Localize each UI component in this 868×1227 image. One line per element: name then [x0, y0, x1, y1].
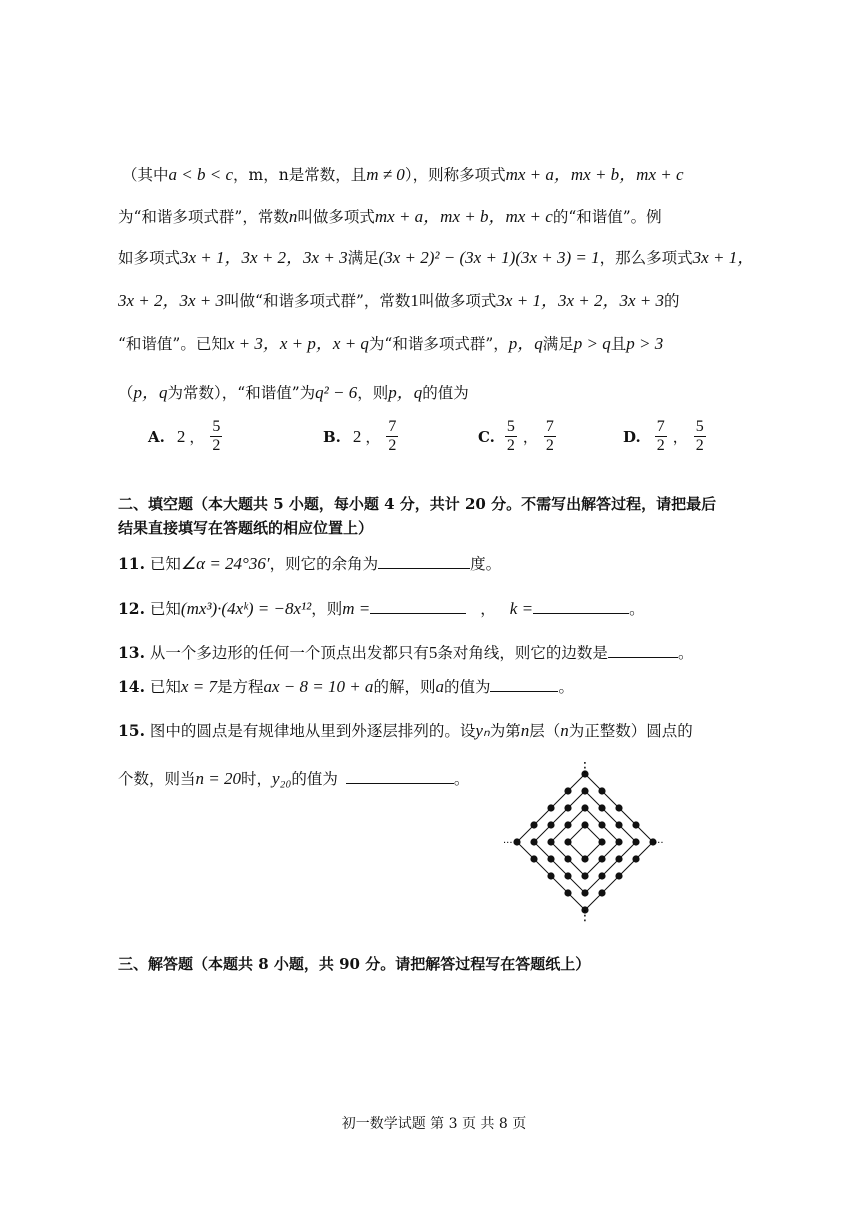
q10-line-1: （其中a < b < c，m，n是常数，且m ≠ 0），则称多项式mx + a，mx + b，mx + c: [122, 165, 684, 184]
dot: [598, 838, 605, 845]
dot: [564, 855, 571, 862]
dot: [581, 872, 588, 879]
dot: [564, 889, 571, 896]
option-c: C. $\frac{5}{2}$ ， $\frac{7}{2}$: [478, 418, 554, 454]
dot: [598, 787, 605, 794]
dot: [547, 872, 554, 879]
option-a: A. 2 ， $\frac{5}{2}$: [148, 418, 221, 454]
bottom-ellipsis: ⋮: [578, 908, 592, 924]
page-footer: 初一数学试题 第 3 页 共 8 页: [341, 1116, 527, 1132]
section-2-title-cont: 结果直接填写在答题纸的相应位置上）: [118, 519, 374, 537]
fraction: $\frac{5}{2}$: [506, 418, 515, 454]
q10-line-3: 如多项式3x + 1，3x + 2，3x + 3满足(3x + 2)² − (3x + 1)(3x + 3) = 1，那么多项式3x + 1，: [118, 248, 755, 267]
dot: [598, 804, 605, 811]
dot: [615, 838, 622, 845]
q10-line-2: 为“和谐多项式群”，常数n叫做多项式mx + a，mx + b，mx + c的“和谐值”。例: [118, 207, 662, 226]
dot: [564, 838, 571, 845]
left-ellipsis: ···: [503, 838, 513, 849]
option-d: D. $\frac{7}{2}$ ， $\frac{5}{2}$: [623, 418, 704, 454]
q10-line-4: 3x + 2，3x + 3叫做“和谐多项式群”，常数1叫做多项式3x + 1，3x + 2，3x + 3的: [118, 291, 680, 310]
dot: [547, 855, 554, 862]
dot: [632, 855, 639, 862]
answer-blank[interactable]: [378, 554, 470, 569]
dot: [564, 872, 571, 879]
layer-outline: [568, 825, 602, 859]
answer-blank[interactable]: [346, 769, 454, 784]
dot: [615, 872, 622, 879]
dot: [564, 787, 571, 794]
question-15-cont: 个数，则当n = 20时，y₂₀的值为 。: [118, 769, 470, 788]
dot: [581, 821, 588, 828]
fraction: $\frac{7}{2}$: [545, 418, 554, 454]
dot: [513, 838, 520, 845]
dot: [615, 855, 622, 862]
q10-line-5: “和谐值”。已知x + 3，x + p，x + q为“和谐多项式群”，p，q满足p > q且p > 3: [118, 334, 664, 353]
fraction: $\frac{5}{2}$: [695, 418, 704, 454]
dot: [547, 821, 554, 828]
dot: [581, 889, 588, 896]
fraction: $\frac{7}{2}$: [656, 418, 665, 454]
section-2-title: 二、填空题（本大题共 5 小题，每小题 4 分，共计 20 分。不需写出解答过程，请把最后: [118, 495, 717, 513]
question-15: 15. 图中的圆点是有规律地从里到外逐层排列的。设yₙ为第n层（n为正整数）圆点的: [118, 721, 693, 740]
question-13: 13. 从一个多边形的任何一个顶点出发都只有5条对角线，则它的边数是 。: [118, 643, 694, 662]
right-ellipsis: ···: [654, 838, 664, 849]
dot-pattern-figure: [498, 758, 678, 926]
dot: [615, 821, 622, 828]
question-14: 14. 已知x = 7是方程ax − 8 = 10 + a的解，则a的值为 。: [118, 677, 574, 696]
dot: [564, 821, 571, 828]
section-3-title: 三、解答题（本题共 8 小题，共 90 分。请把解答过程写在答题纸上）: [118, 955, 591, 973]
dot: [547, 838, 554, 845]
dot: [632, 838, 639, 845]
answer-blank[interactable]: [608, 643, 678, 658]
dot: [530, 855, 537, 862]
dot: [564, 804, 571, 811]
answer-blank[interactable]: [490, 677, 558, 692]
dot: [598, 821, 605, 828]
dot: [598, 889, 605, 896]
option-b: B. 2 ， $\frac{7}{2}$: [323, 418, 397, 454]
question-11: 11. 已知∠α = 24°36′，则它的余角为 度。: [118, 554, 502, 573]
dot: [598, 872, 605, 879]
dot: [530, 821, 537, 828]
q10-line-6: （p，q为常数），“和谐值”为q² − 6，则p，q的值为: [118, 383, 469, 402]
top-ellipsis: ⋮: [578, 760, 592, 776]
dot: [581, 855, 588, 862]
dot: [547, 804, 554, 811]
fraction: $\frac{5}{2}$: [212, 418, 221, 454]
dot: [632, 821, 639, 828]
dot: [615, 804, 622, 811]
question-12: 12. 已知(mx³)·(4xᵏ) = −8x¹²，则m = ， k = 。: [118, 599, 645, 618]
answer-blank-k[interactable]: [533, 599, 629, 614]
dot: [581, 804, 588, 811]
dot: [581, 787, 588, 794]
answer-blank-m[interactable]: [370, 599, 466, 614]
dot: [530, 838, 537, 845]
dot: [598, 855, 605, 862]
layer-outline: [551, 808, 619, 876]
fraction: $\frac{7}{2}$: [388, 418, 397, 454]
